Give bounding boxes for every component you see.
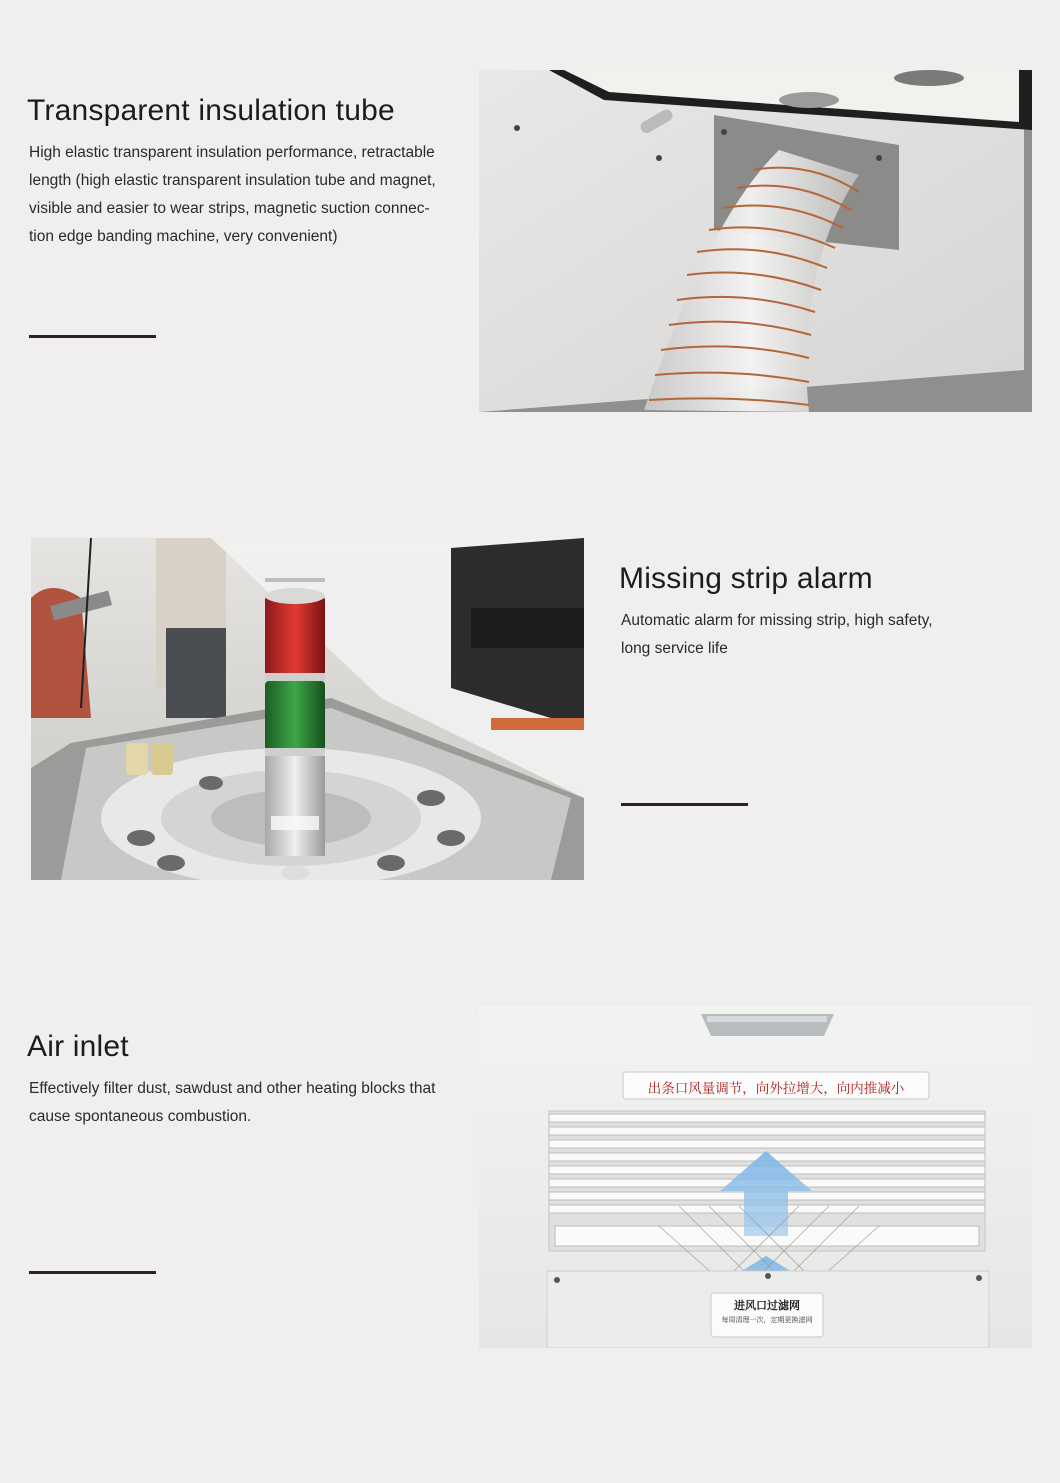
section-description xyxy=(29,1075,459,1131)
description-line: High elastic transparent insulation performance, retractable xyxy=(29,144,435,161)
filter-title-label: 进风口过滤网 xyxy=(734,1299,800,1312)
section-title: Air inlet xyxy=(27,1030,129,1063)
description-line: cause spontaneous combustion. xyxy=(29,1108,252,1125)
description-line: Effectively filter dust, sawdust and other heating blocks that xyxy=(29,1080,436,1097)
transparent-hose-photo xyxy=(479,70,1032,412)
section-divider xyxy=(29,1271,156,1274)
section-title: Transparent insulation tube xyxy=(27,94,395,127)
airflow-adjustment-label: 出条口风量调节，向外拉增大，向内推减小 xyxy=(647,1081,905,1097)
section-title: Missing strip alarm xyxy=(619,562,873,595)
feature-section-insulation-tube xyxy=(0,0,1060,460)
air-inlet-photo xyxy=(479,1006,1032,1348)
description-line: Automatic alarm for missing strip, high safety, xyxy=(621,612,933,629)
description-line: tion edge banding machine, very convenient) xyxy=(29,228,338,245)
signal-tower-photo xyxy=(31,538,584,880)
section-divider xyxy=(621,803,748,806)
section-divider xyxy=(29,335,156,338)
section-description xyxy=(29,139,459,251)
filter-note-label: 每周清理一次，定期更换滤网 xyxy=(721,1316,813,1324)
description-line: long service life xyxy=(621,640,728,657)
section-description xyxy=(621,607,1041,663)
description-line: visible and easier to wear strips, magnetic suction connec- xyxy=(29,200,430,217)
feature-section-air-inlet xyxy=(0,960,1060,1483)
feature-section-missing-strip-alarm xyxy=(0,460,1060,960)
description-line: length (high elastic transparent insulation tube and magnet, xyxy=(29,172,436,189)
